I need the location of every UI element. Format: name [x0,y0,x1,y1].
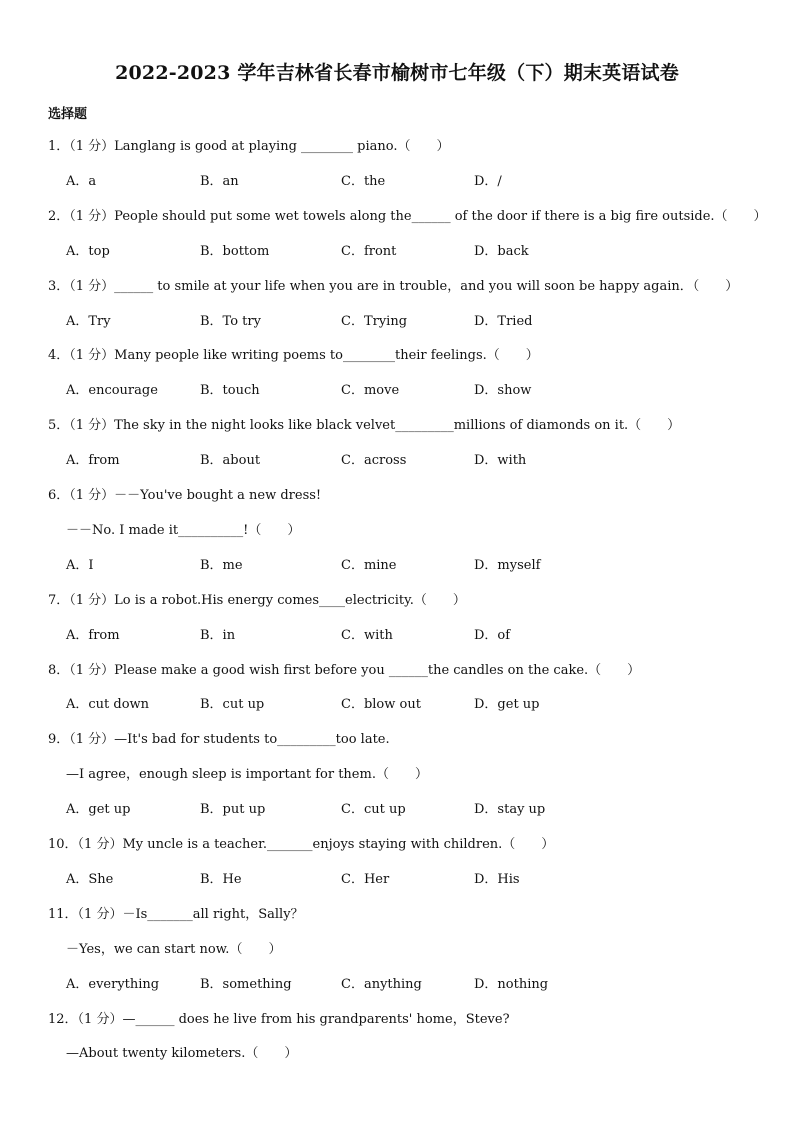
option-d: D．nothing [474,977,549,992]
question-11-stem: 11．（1 分）－Is_______all right，Sally？ [48,907,304,922]
option-b: B．He [200,872,242,887]
option-c: C．Her [341,872,390,887]
question-5-options [66,451,766,471]
option-b: B．me [200,558,243,573]
option-c: C．blow out [341,697,421,712]
option-c: C．with [341,628,393,643]
option-b: B．put up [200,802,266,817]
option-d: D．/ [474,174,502,189]
question-2-options [66,242,766,262]
option-c: C．front [341,244,397,259]
question-6-reply: －－No. I made it__________!（ ） [66,523,301,538]
question-8-options [66,695,766,715]
option-a: A．encourage [66,383,158,398]
option-a: A．top [66,244,110,259]
page-title: 2022-2023 学年吉林省长春市榆树市七年级（下）期末英语试卷 [115,62,679,84]
option-a: A．from [66,628,120,643]
option-c: C．Trying [341,314,408,329]
question-6-stem: 6．（1 分）－－You've bought a new dress! [48,488,322,503]
option-d: D．with [474,453,527,468]
option-d: D．His [474,872,520,887]
option-b: B．To try [200,314,261,329]
option-c: C．anything [341,977,422,992]
option-a: A．a [66,174,97,189]
question-3-stem: 3．（1 分）______ to smile at your life when you are in trouble，and you will soon be happy again．（ ） [48,279,739,294]
option-a: A．cut down [66,697,150,712]
question-8-stem: 8．（1 分）Please make a good wish first before you ______the candles on the cake.（ ） [48,663,641,678]
option-d: D．stay up [474,802,546,817]
option-a: A．Try [66,314,111,329]
option-b: B．an [200,174,239,189]
option-b: B．bottom [200,244,270,259]
option-d: D．myself [474,558,541,573]
question-10-options [66,870,766,890]
option-b: B．touch [200,383,260,398]
question-1-options [66,172,766,192]
option-a: A．She [66,872,114,887]
question-10-stem: 10．（1 分）My uncle is a teacher._______enjoys staying with children.（ ） [48,837,555,852]
section-label: 选择题 [48,107,88,122]
question-7-stem: 7．（1 分）Lo is a robot.His energy comes____electricity.（ ） [48,593,466,608]
question-1-stem: 1．（1 分）Langlang is good at playing ________ piano.（ ） [48,139,450,154]
question-7-options [66,626,766,646]
option-d: D．show [474,383,532,398]
option-d: D．get up [474,697,540,712]
option-d: D．Tried [474,314,533,329]
option-b: B．in [200,628,236,643]
option-c: C．across [341,453,407,468]
question-6-options [66,556,766,576]
option-a: A．from [66,453,120,468]
option-c: C．the [341,174,386,189]
question-9-stem: 9．（1 分）—It's bad for students to_________too late. [48,732,390,747]
question-12-stem: 12．（1 分）—______ does he live from his grandparents' home，Steve? [48,1012,510,1027]
question-5-stem: 5．（1 分）The sky in the night looks like black velvet_________millions of diamonds on it.（ ） [48,418,681,433]
question-9-options [66,800,766,820]
option-c: C．mine [341,558,397,573]
option-b: B．about [200,453,261,468]
question-4-stem: 4．（1 分）Many people like writing poems to________their feelings.（ ） [48,348,539,363]
question-3-options [66,312,766,332]
question-2-stem: 2．（1 分）People should put some wet towels along the______ of the door if there is a big fire outside.（ ） [48,209,767,224]
option-d: D．of [474,628,511,643]
question-11-options [66,975,766,995]
option-a: A．I [66,558,94,573]
option-b: B．cut up [200,697,265,712]
option-c: C．move [341,383,400,398]
question-9-reply: —I agree，enough sleep is important for them.（ ） [66,767,428,782]
question-11-reply: －Yes，we can start now.（ ） [66,942,282,957]
option-c: C．cut up [341,802,406,817]
option-a: A．everything [66,977,160,992]
option-a: A．get up [66,802,131,817]
question-4-options [66,381,766,401]
option-b: B．something [200,977,292,992]
option-d: D．back [474,244,529,259]
question-12-reply: —About twenty kilometers.（ ） [66,1046,298,1061]
